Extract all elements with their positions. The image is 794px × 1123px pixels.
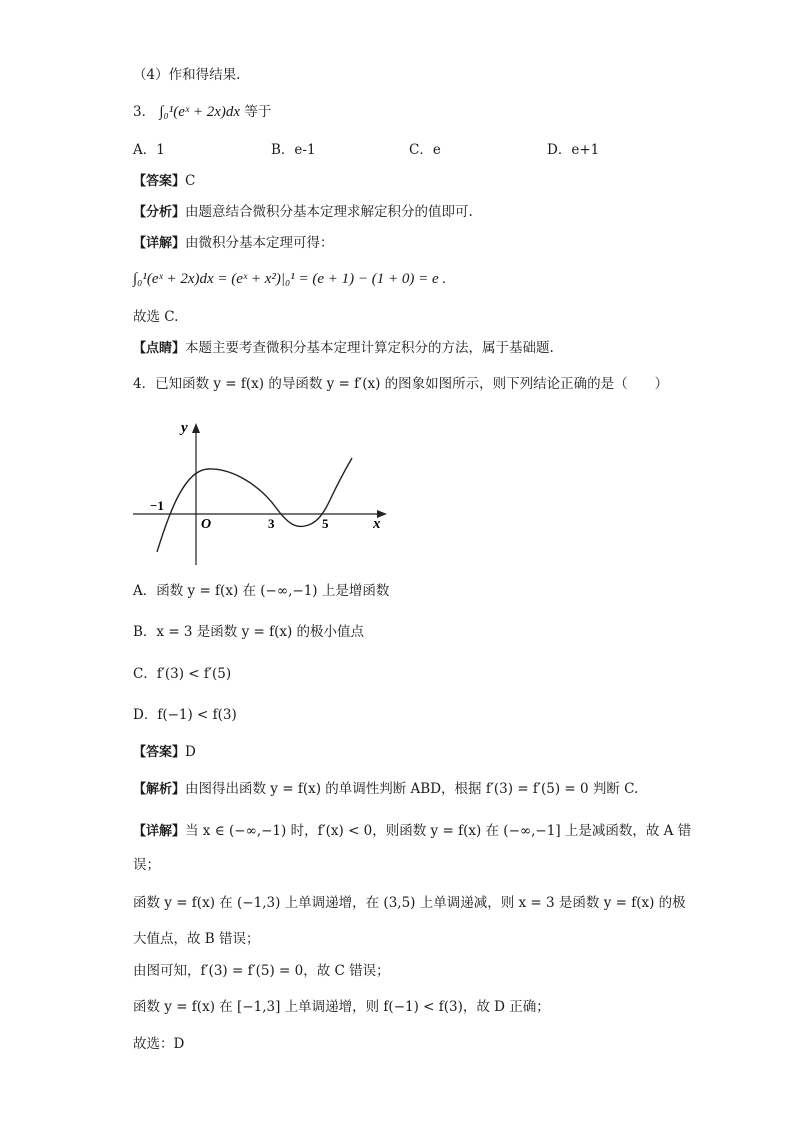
origin-label: O <box>201 517 212 532</box>
q3-answer <box>133 172 195 191</box>
q4-detail-1 <box>133 822 691 841</box>
q4-detail-2b: 大值点，故 B 错误； <box>133 931 260 947</box>
label-five: 5 <box>322 516 329 531</box>
derivative-graph <box>130 415 395 570</box>
question-3-options <box>133 141 733 159</box>
step-4-text: （4）作和得结果. <box>133 67 241 83</box>
label-three: 3 <box>268 516 275 531</box>
q3-comment <box>133 339 554 358</box>
answer-value: D <box>185 744 196 760</box>
option-a: A．1 <box>133 142 165 158</box>
q4-detail-3: 由图可知，f′(3) = f′(5) = 0，故 C 错误； <box>133 963 390 979</box>
q4-detail-4: 函数 y = f(x) 在 [−1,3] 上单调递增，则 f(−1) < f(3)，故 D 正确； <box>133 999 550 1015</box>
y-axis-label: y <box>181 420 188 436</box>
q4-answer <box>133 743 196 762</box>
q4-option-a: A．函数 y = f(x) 在 (−∞,−1) 上是增函数 <box>133 583 390 599</box>
detail-tag: 【详解】 <box>133 236 186 251</box>
comment-text: 本题主要考查微积分基本定理计算定积分的方法，属于基础题. <box>185 340 554 356</box>
analysis-text: 由图得出函数 y = f(x) 的单调性判断 ABD，根据 f′(3) = f′(5) = 0 判断 C. <box>185 781 639 797</box>
analysis-tag: 【分析】 <box>133 205 186 220</box>
integral-expression: ∫₀¹(eˣ + 2x)dx <box>159 104 241 120</box>
y-axis-arrow <box>192 423 200 433</box>
detail-text: 当 x ∈ (−∞,−1) 时，f′(x) < 0，则函数 y = f(x) 在 (−∞,−1] 上是减函数，故 A 错 <box>185 823 692 839</box>
question-number: 3． <box>133 104 156 120</box>
question-3-stem <box>133 103 271 121</box>
option-d: D．e+1 <box>547 142 600 158</box>
q4-detail-1b: 误； <box>133 857 160 873</box>
q4-option-c: C．f′(3) < f′(5) <box>133 666 232 682</box>
q3-analysis <box>133 203 473 222</box>
option-c: C．e <box>409 142 441 158</box>
question-tail: 等于 <box>244 104 272 120</box>
option-b: B．e-1 <box>271 142 316 158</box>
analysis-text: 由题意结合微积分基本定理求解定积分的值即可. <box>185 204 473 220</box>
analysis-tag: 【解析】 <box>133 782 186 797</box>
answer-tag: 【答案】 <box>133 745 186 760</box>
q4-option-b: B．x = 3 是函数 y = f(x) 的极小值点 <box>133 624 365 640</box>
q4-conclusion: 故选：D <box>133 1036 185 1052</box>
detail-text: 由微积分基本定理可得： <box>185 235 334 251</box>
label-minus-one: −1 <box>150 498 164 513</box>
answer-tag: 【答案】 <box>133 174 186 189</box>
q4-analysis <box>133 780 638 799</box>
comment-tag: 【点睛】 <box>133 341 186 356</box>
answer-value: C <box>185 173 196 189</box>
q3-detail <box>133 234 334 253</box>
q3-formula: ∫₀¹(eˣ + 2x)dx = (eˣ + x²)|₀¹ = (e + 1) − (1 + 0) = e . <box>133 271 447 287</box>
q4-option-d: D．f(−1) < f(3) <box>133 707 237 723</box>
derivative-curve <box>157 458 352 552</box>
detail-tag: 【详解】 <box>133 824 186 839</box>
q3-conclusion: 故选 C. <box>133 309 179 325</box>
question-4-stem: 4．已知函数 y = f(x) 的导函数 y = f′(x) 的图象如图所示，则下列结论正确的是（ ） <box>133 376 669 392</box>
x-axis-label: x <box>373 516 381 532</box>
q4-detail-2: 函数 y = f(x) 在 (−1,3) 上单调递增，在 (3,5) 上单调递减，则 x = 3 是函数 y = f(x) 的极 <box>133 895 686 911</box>
